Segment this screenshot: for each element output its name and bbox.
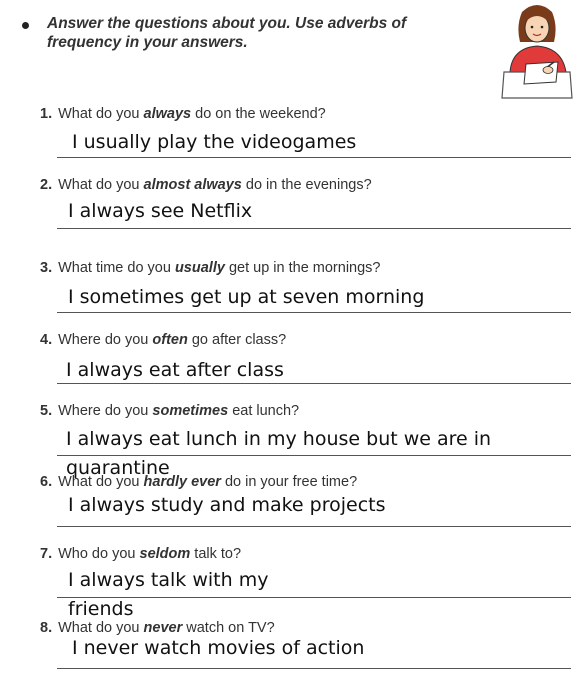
student-writing-illustration xyxy=(496,2,578,100)
answer-7[interactable]: I always talk with my xyxy=(68,569,269,591)
question-2: 2. What do you almost always do in the evenings? xyxy=(40,177,372,193)
answer-line-2 xyxy=(57,228,571,229)
answer-5[interactable]: I always eat lunch in my house but we are in xyxy=(66,428,492,450)
question-4: 4. Where do you often go after class? xyxy=(40,332,287,348)
question-5: 5. Where do you sometimes eat lunch? xyxy=(40,403,300,419)
question-8: 8. What do you never watch on TV? xyxy=(40,620,275,636)
answer-6[interactable]: I always study and make projects xyxy=(68,494,386,516)
answer-5-continued[interactable]: quarantine xyxy=(66,457,170,479)
bullet-point xyxy=(22,22,29,29)
answer-line-6 xyxy=(57,526,571,527)
question-1: 1. What do you always do on the weekend? xyxy=(40,106,326,122)
question-3: 3. What time do you usually get up in the mornings? xyxy=(40,260,381,276)
question-7: 7. Who do you seldom talk to? xyxy=(40,546,242,562)
answer-line-3 xyxy=(57,312,571,313)
instruction-text: Answer the questions about you. Use adverbs of frequency in your answers. xyxy=(47,15,407,51)
answer-1[interactable]: I usually play the videogames xyxy=(72,131,357,153)
answer-8[interactable]: I never watch movies of action xyxy=(72,637,365,659)
answer-line-4 xyxy=(57,383,571,384)
answer-3[interactable]: I sometimes get up at seven morning xyxy=(68,286,425,308)
answer-7-continued[interactable]: friends xyxy=(68,598,134,620)
answer-line-1 xyxy=(57,157,571,158)
answer-line-8 xyxy=(57,668,571,669)
question-6: 6. What do you hardly ever do in your free time? xyxy=(40,474,358,490)
answer-2[interactable]: I always see Netflix xyxy=(68,200,253,222)
answer-4[interactable]: I always eat after class xyxy=(66,359,284,381)
answer-line-7 xyxy=(57,597,571,598)
answer-line-5 xyxy=(57,455,571,456)
